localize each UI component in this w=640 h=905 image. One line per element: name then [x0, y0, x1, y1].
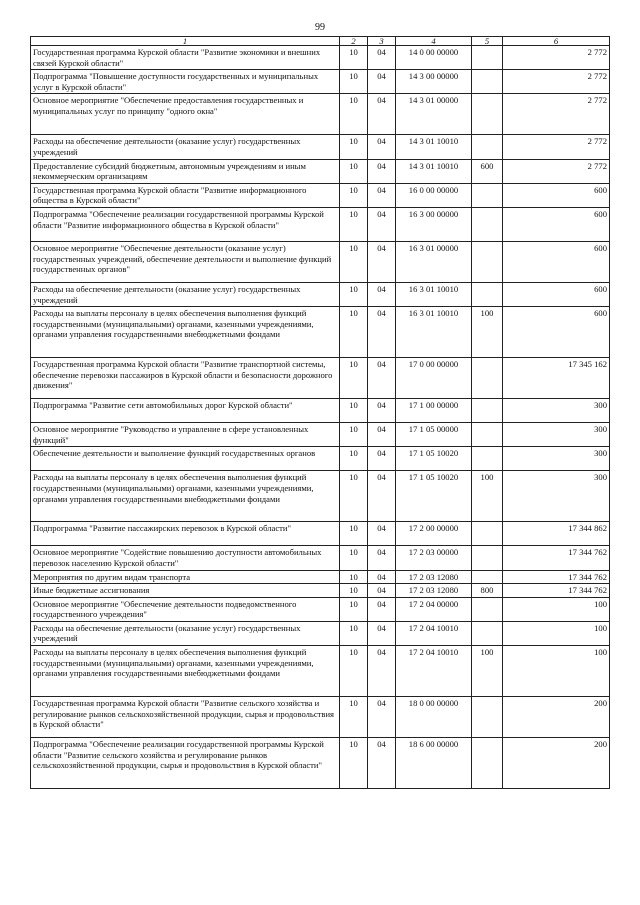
cell-section: 10 [340, 447, 368, 471]
cell-name: Основное мероприятие "Обеспечение деятельности (оказание услуг) государственных учреждений, обеспечение деятельности и выполнение функций государственных органов" [31, 241, 340, 282]
column-header-section: 2 [340, 37, 368, 46]
cell-name: Основное мероприятие "Обеспечение деятельности подведомственного государственного учреждения" [31, 597, 340, 621]
cell-amount: 600 [503, 307, 610, 358]
cell-expense-type: 100 [472, 471, 503, 522]
cell-amount: 300 [503, 399, 610, 423]
cell-section: 10 [340, 471, 368, 522]
cell-name: Подпрограмма "Повышение доступности государственных и муниципальных услуг в Курской области" [31, 70, 340, 94]
cell-target-code: 14 3 01 00000 [396, 94, 472, 135]
cell-target-code: 14 3 01 10010 [396, 159, 472, 183]
table-row [31, 597, 610, 621]
cell-target-code: 17 2 03 00000 [396, 546, 472, 570]
cell-amount: 17 345 162 [503, 358, 610, 399]
cell-name: Подпрограмма "Развитие сети автомобильных дорог Курской области" [31, 399, 340, 423]
column-header-name: 1 [31, 37, 340, 46]
cell-subsection: 04 [368, 447, 396, 471]
cell-subsection: 04 [368, 423, 396, 447]
cell-section: 10 [340, 183, 368, 207]
cell-target-code: 17 2 00 00000 [396, 522, 472, 546]
cell-amount: 17 344 762 [503, 570, 610, 584]
cell-section: 10 [340, 135, 368, 159]
cell-amount: 200 [503, 738, 610, 789]
budget-table [30, 36, 610, 789]
cell-section: 10 [340, 570, 368, 584]
cell-section: 10 [340, 159, 368, 183]
cell-name: Государственная программа Курской области "Развитие информационного общества в Курской области" [31, 183, 340, 207]
cell-target-code: 17 2 03 12080 [396, 570, 472, 584]
cell-target-code: 17 1 05 10020 [396, 471, 472, 522]
cell-subsection: 04 [368, 570, 396, 584]
table-row [31, 307, 610, 358]
cell-expense-type [472, 738, 503, 789]
cell-section: 10 [340, 584, 368, 598]
table-row [31, 159, 610, 183]
cell-amount: 2 772 [503, 94, 610, 135]
cell-target-code: 16 3 01 10010 [396, 307, 472, 358]
cell-expense-type [472, 94, 503, 135]
cell-name: Расходы на обеспечение деятельности (оказание услуг) государственных учреждений [31, 621, 340, 645]
table-row [31, 358, 610, 399]
table-row [31, 697, 610, 738]
cell-section: 10 [340, 70, 368, 94]
cell-amount: 300 [503, 447, 610, 471]
cell-subsection: 04 [368, 282, 396, 306]
cell-expense-type [472, 697, 503, 738]
cell-amount: 17 344 762 [503, 584, 610, 598]
cell-expense-type [472, 399, 503, 423]
cell-amount: 600 [503, 241, 610, 282]
cell-target-code: 16 0 00 00000 [396, 183, 472, 207]
cell-subsection: 04 [368, 241, 396, 282]
cell-target-code: 14 0 00 00000 [396, 46, 472, 70]
cell-name: Иные бюджетные ассигнования [31, 584, 340, 598]
column-header-expense-type: 5 [472, 37, 503, 46]
cell-subsection: 04 [368, 597, 396, 621]
table-row [31, 522, 610, 546]
table-row [31, 241, 610, 282]
cell-name: Расходы на выплаты персоналу в целях обеспечения выполнения функций государственными (муниципальными) органами, казенными учреждениями, органами управления государственными внебюджетными фондами [31, 646, 340, 697]
cell-subsection: 04 [368, 584, 396, 598]
cell-subsection: 04 [368, 399, 396, 423]
cell-subsection: 04 [368, 70, 396, 94]
cell-amount: 300 [503, 423, 610, 447]
cell-section: 10 [340, 621, 368, 645]
cell-target-code: 17 0 00 00000 [396, 358, 472, 399]
cell-subsection: 04 [368, 621, 396, 645]
cell-section: 10 [340, 241, 368, 282]
cell-subsection: 04 [368, 94, 396, 135]
cell-name: Предоставление субсидий бюджетным, автономным учреждениям и иным некоммерческим организациям [31, 159, 340, 183]
cell-expense-type [472, 183, 503, 207]
cell-amount: 600 [503, 282, 610, 306]
cell-expense-type: 600 [472, 159, 503, 183]
column-header-target-code: 4 [396, 37, 472, 46]
cell-subsection: 04 [368, 738, 396, 789]
table-row [31, 399, 610, 423]
cell-amount: 2 772 [503, 70, 610, 94]
cell-section: 10 [340, 522, 368, 546]
cell-amount: 100 [503, 621, 610, 645]
cell-amount: 100 [503, 597, 610, 621]
cell-target-code: 17 2 04 10010 [396, 621, 472, 645]
cell-target-code: 18 0 00 00000 [396, 697, 472, 738]
cell-subsection: 04 [368, 183, 396, 207]
table-row [31, 447, 610, 471]
cell-expense-type: 100 [472, 307, 503, 358]
cell-section: 10 [340, 307, 368, 358]
cell-expense-type: 100 [472, 646, 503, 697]
cell-section: 10 [340, 597, 368, 621]
table-body [31, 46, 610, 789]
cell-section: 10 [340, 46, 368, 70]
cell-target-code: 14 3 01 10010 [396, 135, 472, 159]
table-header-row [31, 37, 610, 46]
cell-expense-type [472, 447, 503, 471]
cell-subsection: 04 [368, 546, 396, 570]
table-row [31, 282, 610, 306]
cell-section: 10 [340, 546, 368, 570]
cell-name: Подпрограмма "Обеспечение реализации государственной программы Курской области "Развитие информационного общества в Курской области" [31, 207, 340, 241]
cell-expense-type [472, 207, 503, 241]
cell-amount: 2 772 [503, 46, 610, 70]
cell-subsection: 04 [368, 307, 396, 358]
column-header-subsection: 3 [368, 37, 396, 46]
cell-amount: 2 772 [503, 135, 610, 159]
cell-expense-type [472, 70, 503, 94]
cell-section: 10 [340, 94, 368, 135]
table-row [31, 135, 610, 159]
table-row [31, 70, 610, 94]
cell-expense-type [472, 522, 503, 546]
cell-section: 10 [340, 399, 368, 423]
cell-subsection: 04 [368, 159, 396, 183]
cell-target-code: 17 1 05 00000 [396, 423, 472, 447]
cell-amount: 300 [503, 471, 610, 522]
table-row [31, 207, 610, 241]
cell-subsection: 04 [368, 207, 396, 241]
cell-amount: 17 344 762 [503, 546, 610, 570]
cell-name: Обеспечение деятельности и выполнение функций государственных органов [31, 447, 340, 471]
cell-expense-type [472, 570, 503, 584]
cell-subsection: 04 [368, 46, 396, 70]
cell-target-code: 18 6 00 00000 [396, 738, 472, 789]
cell-name: Основное мероприятие "Руководство и управление в сфере установленных функций" [31, 423, 340, 447]
table-row [31, 183, 610, 207]
cell-target-code: 14 3 00 00000 [396, 70, 472, 94]
cell-name: Расходы на обеспечение деятельности (оказание услуг) государственных учреждений [31, 282, 340, 306]
table-row [31, 423, 610, 447]
cell-expense-type [472, 597, 503, 621]
cell-name: Основное мероприятие "Обеспечение предоставления государственных и муниципальных услуг по принципу "одного окна" [31, 94, 340, 135]
cell-amount: 100 [503, 646, 610, 697]
cell-target-code: 17 1 05 10020 [396, 447, 472, 471]
cell-amount: 600 [503, 183, 610, 207]
cell-name: Расходы на выплаты персоналу в целях обеспечения выполнения функций государственными (муниципальными) органами, казенными учреждениями, органами управления государственными внебюджетными фондами [31, 307, 340, 358]
cell-amount: 200 [503, 697, 610, 738]
cell-section: 10 [340, 207, 368, 241]
cell-name: Государственная программа Курской области "Развитие экономики и внешних связей Курской области" [31, 46, 340, 70]
table-row [31, 46, 610, 70]
column-header-amount: 6 [503, 37, 610, 46]
cell-subsection: 04 [368, 471, 396, 522]
table-row [31, 471, 610, 522]
cell-expense-type [472, 241, 503, 282]
table-row [31, 94, 610, 135]
cell-target-code: 16 3 01 10010 [396, 282, 472, 306]
cell-subsection: 04 [368, 646, 396, 697]
page-number: 99 [315, 22, 325, 33]
cell-name: Подпрограмма "Развитие пассажирских перевозок в Курской области" [31, 522, 340, 546]
cell-name: Расходы на выплаты персоналу в целях обеспечения выполнения функций государственными (муниципальными) органами, казенными учреждениями, органами управления государственными внебюджетными фондами [31, 471, 340, 522]
cell-expense-type [472, 282, 503, 306]
cell-target-code: 16 3 00 00000 [396, 207, 472, 241]
cell-subsection: 04 [368, 697, 396, 738]
cell-target-code: 17 1 00 00000 [396, 399, 472, 423]
cell-subsection: 04 [368, 358, 396, 399]
cell-expense-type [472, 135, 503, 159]
table-row [31, 584, 610, 598]
cell-name: Государственная программа Курской области "Развитие сельского хозяйства и регулирование рынков сельскохозяйственной продукции, сырья и продовольствия в Курской области" [31, 697, 340, 738]
cell-amount: 600 [503, 207, 610, 241]
cell-expense-type [472, 46, 503, 70]
cell-section: 10 [340, 697, 368, 738]
cell-name: Расходы на обеспечение деятельности (оказание услуг) государственных учреждений [31, 135, 340, 159]
cell-expense-type: 800 [472, 584, 503, 598]
cell-target-code: 17 2 04 00000 [396, 597, 472, 621]
cell-expense-type [472, 423, 503, 447]
cell-target-code: 17 2 03 12080 [396, 584, 472, 598]
cell-target-code: 16 3 01 00000 [396, 241, 472, 282]
cell-expense-type [472, 546, 503, 570]
cell-section: 10 [340, 282, 368, 306]
cell-amount: 17 344 862 [503, 522, 610, 546]
cell-expense-type [472, 621, 503, 645]
cell-subsection: 04 [368, 522, 396, 546]
table-row [31, 738, 610, 789]
cell-name: Государственная программа Курской области "Развитие транспортной системы, обеспечение перевозки пассажиров в Курской области и безопасности дорожного движения" [31, 358, 340, 399]
table-row [31, 646, 610, 697]
table-row [31, 570, 610, 584]
cell-section: 10 [340, 423, 368, 447]
cell-section: 10 [340, 358, 368, 399]
cell-section: 10 [340, 738, 368, 789]
cell-subsection: 04 [368, 135, 396, 159]
cell-name: Основное мероприятие "Содействие повышению доступности автомобильных перевозок населению Курской области" [31, 546, 340, 570]
cell-name: Мероприятия по другим видам транспорта [31, 570, 340, 584]
table-row [31, 546, 610, 570]
cell-section: 10 [340, 646, 368, 697]
cell-expense-type [472, 358, 503, 399]
cell-target-code: 17 2 04 10010 [396, 646, 472, 697]
cell-name: Подпрограмма "Обеспечение реализации государственной программы Курской области "Развитие сельского хозяйства и регулирование рынков сельскохозяйственной продукции, сырья и продовольствия в Курской области" [31, 738, 340, 789]
cell-amount: 2 772 [503, 159, 610, 183]
table-row [31, 621, 610, 645]
